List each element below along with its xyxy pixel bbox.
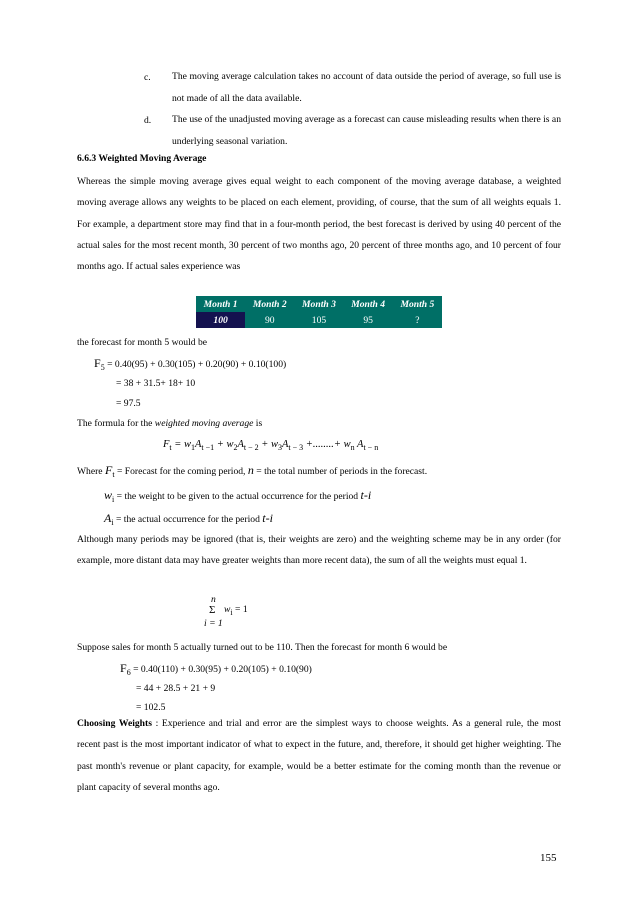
formula-term-8-sub: t − n [363,443,379,452]
formula-term-3-sub: 2 [233,443,238,452]
formula-term-2-sub: t −1 [201,443,215,452]
f5-line-1 [94,356,286,372]
f5-expression: = 0.40(95) + 0.30(105) + 0.20(90) + 0.10(100) [104,359,287,370]
f6-line-2: = 44 + 28.5 + 21 + 9 [136,683,216,694]
value-month-5: ? [415,314,420,326]
f6-sub: 6 [126,668,131,677]
sum-term-symbol: w [224,604,231,615]
header-month-2: Month 2 [252,298,287,310]
where-n-text: = the total number of periods in the forecast. [253,466,428,477]
where-ft-sub: t [112,470,115,479]
where-ft-line [77,463,427,479]
value-month-1: 100 [196,312,245,328]
where-ai-period: t-i [262,511,273,525]
formula-intro [77,418,262,429]
section-heading: 6.6.3 Weighted Moving Average [77,153,207,164]
where-wi-period: t-i [360,488,372,502]
formula-term-1-sub: 1 [191,443,195,452]
value-month-2: 90 [264,314,275,326]
where-ai-symbol: A [104,511,112,525]
header-month-3: Month 3 [302,298,336,310]
where-wi-sub: i [112,495,115,504]
formula-term-4-sub: t − 2 [243,443,259,452]
formula-intro-term: weighted moving average [154,418,254,429]
header-month-4: Month 4 [351,298,386,310]
sum-upper-limit: n [211,594,216,605]
list-item-d: The use of the unadjusted moving average as a forecast can cause misleading results when there is an underlying seasonal variation. [172,114,561,147]
sum-sigma: Σ [209,604,216,616]
sum-equals: = 1 [232,604,248,615]
f6-expression: = 0.40(110) + 0.30(95) + 0.20(105) + 0.10(90) [130,664,312,675]
sum-lower-limit: i = 1 [204,618,223,629]
where-wi-text: = the weight to be given to the actual occurrence for the period [114,491,361,502]
f6-symbol: F [120,661,127,675]
forecast-intro: the forecast for month 5 would be [77,337,208,348]
list-marker-d: d. [144,115,152,126]
where-ft-symbol: F [104,463,113,477]
table-header-row [196,296,442,312]
formula-intro-suffix: is [253,418,263,429]
f5-line-2: = 38 + 31.5+ 18+ 10 [116,378,196,389]
formula-term-5-sub: 3 [278,443,282,452]
formula-lhs-sub: t [169,443,172,452]
sum-term-sub: i [230,608,233,617]
where-ai-sub: i [111,518,114,527]
month5-paragraph: Suppose sales for month 5 actually turned out to be 110. Then the forecast for month 6 would be [77,642,448,653]
page-number: 155 [540,852,557,864]
formula-intro-prefix: The formula for the [77,418,155,429]
formula-term-7-sub: n [350,443,355,452]
choosing-weights-heading: Choosing Weights [77,718,152,729]
formula-term-6-sub: t − 3 [288,443,304,452]
where-prefix: Where [77,466,103,477]
value-month-4: 95 [363,314,373,326]
f5-sub: 5 [100,363,105,372]
intro-paragraph: Whereas the simple moving average gives equal weight to each component of the moving average database, a weighted moving average allows any weights to be placed on each element, providing, of course, that the sum of all weights equals 1. For example, a department store may find that in a four-month period, the best forecast is derived by using 40 percent of the actual sales for the most recent month, 30 percent of two months ago, 20 percent of three months ago, and 10 percent of four months ago. If actual sales experience was [77,176,561,273]
where-ai-line [104,511,273,527]
list-marker-c: c. [144,72,151,83]
where-ai-text: = the actual occurrence for the period [113,514,263,525]
header-month-1: Month 1 [203,298,238,310]
choosing-weights-text: : Experience and trial and error are the simplest ways to choose weights. As a general rule, the most recent past is the most important indicator of what to expect in the future, and, therefore, it should get higher weighting. The past month's revenue or plant capacity, for example, would be a better estimate for the coming month than the revenue or plant capacity of several months ago. [77,718,561,793]
where-n-symbol: n [247,463,254,477]
formula-term-7: +........+ w [303,439,351,450]
value-month-3: 105 [311,314,327,326]
formula-term-8: A [354,439,364,450]
sum-weights-formula [203,594,273,634]
header-month-5: Month 5 [400,298,435,310]
f5-symbol: F [94,356,101,370]
formula-term-5: + w [258,439,278,450]
weights-paragraph: Although many periods may be ignored (that is, their weights are zero) and the weighting scheme may be in any order (for example, more distant data may have greater weights than more recent data), the sum of all the weights must equal 1. [77,534,561,567]
f6-line-1 [120,661,312,677]
table-value-row [196,312,442,328]
where-wi-line [104,488,371,504]
list-item-c: The moving average calculation takes no account of data outside the period of average, so full use is not made of all the data available. [172,71,561,104]
formula-lhs: F [163,439,170,450]
where-ft-text: = Forecast for the coming period, [114,466,248,477]
where-wi-symbol: w [104,488,113,502]
wma-formula [163,439,378,452]
choosing-weights-paragraph [77,713,561,798]
months-sales-table [196,296,442,328]
formula-term-4: A [237,439,244,450]
formula-term-6: A [282,439,289,450]
formula-term-1: = w [171,439,191,450]
sum-term [224,604,248,617]
formula-term-2: A [195,439,202,450]
f5-line-3: = 97.5 [116,398,141,409]
f6-line-3: = 102.5 [136,702,166,713]
formula-term-3: + w [214,439,234,450]
